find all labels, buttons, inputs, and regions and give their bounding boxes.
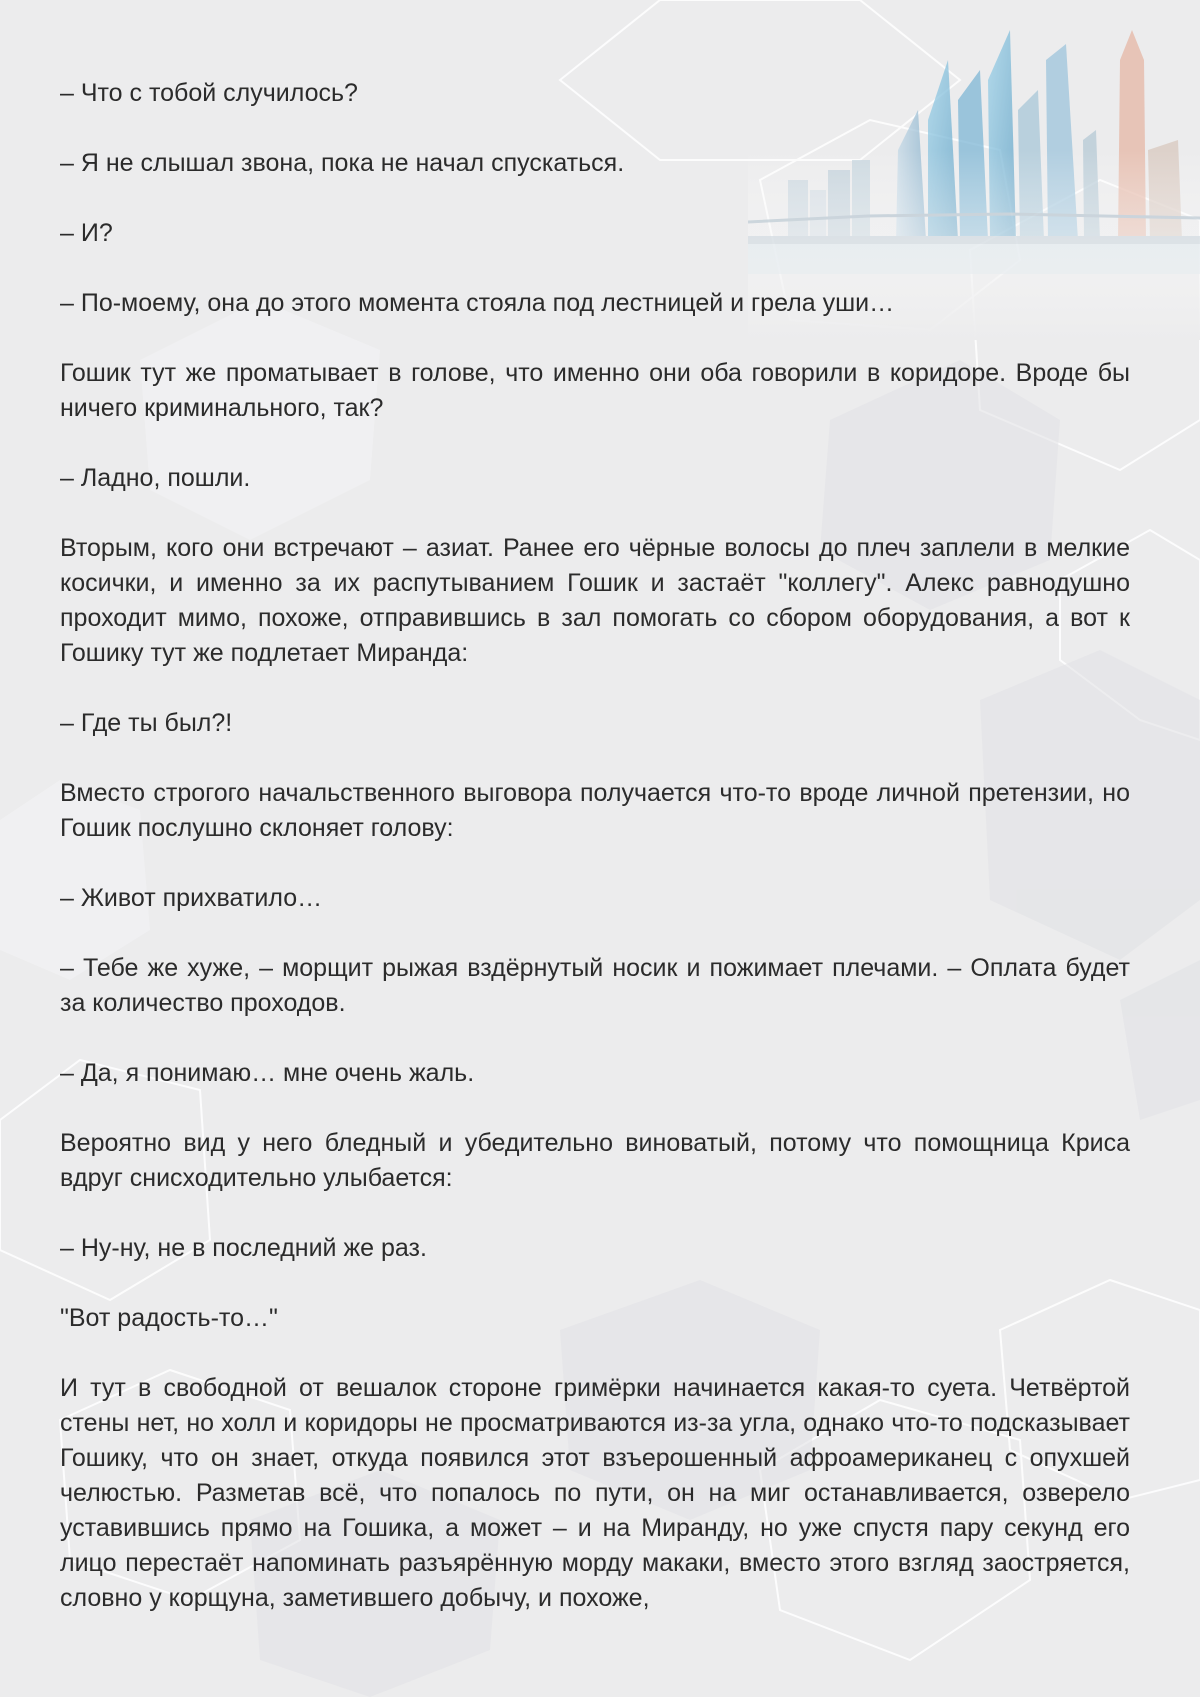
narration-paragraph: Вместо строгого начальственного выговора получается что-то вроде личной претензии, но Гошик послушно склоняет голову:: [60, 779, 1130, 842]
thought-line: "Вот радость-то…": [60, 1304, 278, 1332]
dialogue-line: – Живот прихватило…: [60, 884, 323, 912]
narration-paragraph: И тут в свободной от вешалок стороне гримёрки начинается какая-то суета. Четвёртой стены нет, но холл и коридоры не просматриваются из-за угла, однако что-то подсказывает Гошику, что он знает, откуда появился этот взъерошенный афроамериканец с опухшей челюстью. Разметав всё, что попалось по пути, он на миг останавливается, озверело уставившись прямо на Гошика, а может – и на Миранду, но уже спустя пару секунд его лицо перестаёт напоминать разъярённую морду макаки, вместо этого взгляд заостряется, словно у корщуна, заметившего добычу, и похоже,: [60, 1374, 1130, 1612]
dialogue-line: – Ну-ну, не в последний же раз.: [60, 1234, 427, 1262]
narration-paragraph: Гошик тут же проматывает в голове, что именно они оба говорили в коридоре. Вроде бы ничего криминального, так?: [60, 359, 1130, 422]
narration-paragraph: Вторым, кого они встречают – азиат. Ранее его чёрные волосы до плеч заплели в мелкие косички, и именно за их распутыванием Гошик и застаёт "коллегу". Алекс равнодушно проходит мимо, похоже, отправившись в зал помогать со сбором оборудования, а вот к Гошику тут же подлетает Миранда:: [60, 534, 1130, 667]
narration-paragraph: Вероятно вид у него бледный и убедительно виноватый, потому что помощница Криса вдруг снисходительно улыбается:: [60, 1129, 1130, 1192]
dialogue-line: – И?: [60, 219, 113, 247]
dialogue-line: – Где ты был?!: [60, 709, 233, 737]
dialogue-line: – Я не слышал звона, пока не начал спускаться.: [60, 149, 625, 177]
dialogue-line: – По-моему, она до этого момента стояла под лестницей и грела уши…: [60, 289, 895, 317]
dialogue-line: – Что с тобой случилось?: [60, 79, 358, 107]
dialogue-line: – Ладно, пошли.: [60, 464, 251, 492]
story-text: [60, 76, 1130, 1616]
dialogue-line: – Да, я понимаю… мне очень жаль.: [60, 1059, 475, 1087]
dialogue-line: – Тебе же хуже, – морщит рыжая вздёрнутый носик и пожимает плечами. – Оплата будет за количество проходов.: [60, 954, 1130, 1017]
